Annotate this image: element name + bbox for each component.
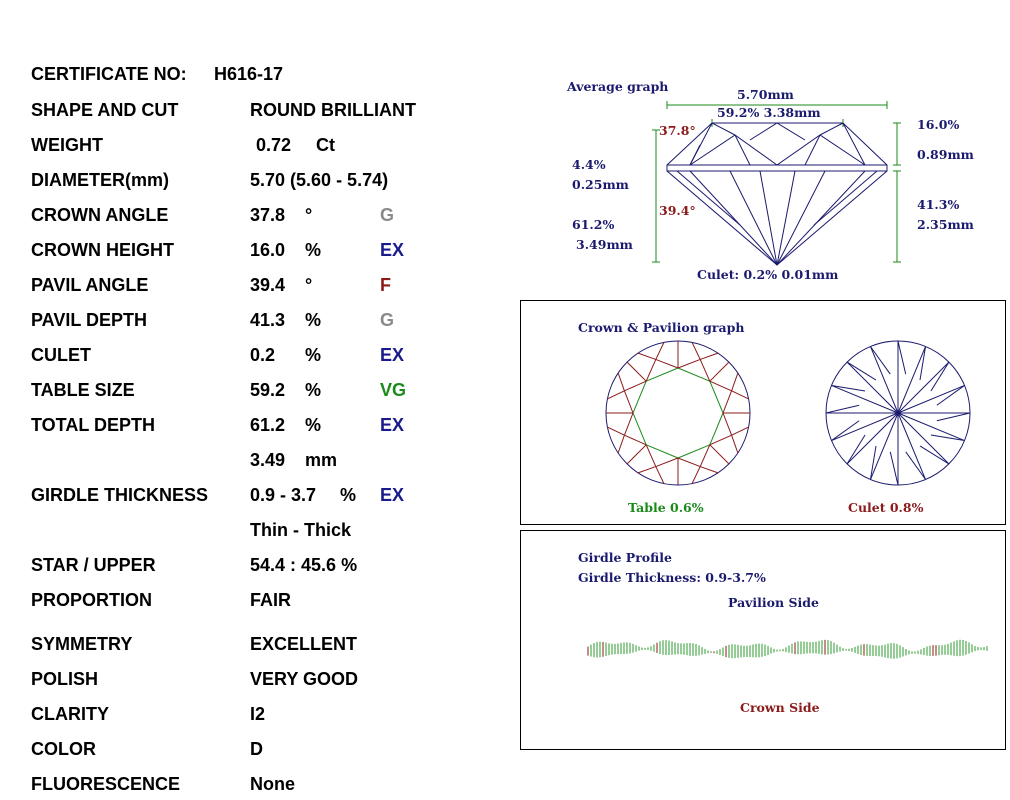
spec-unit: % [305, 240, 322, 260]
total-depth-pct-label: 61.2% [572, 217, 615, 232]
crown-pavilion-panel [520, 300, 1006, 525]
diamond-profile [667, 123, 887, 265]
spec-label: TABLE SIZE [31, 380, 135, 400]
spec-label: SYMMETRY [31, 634, 133, 654]
spec-label: COLOR [31, 739, 96, 759]
spec-label: DIAMETER(mm) [31, 170, 169, 190]
spec-value: None [250, 774, 295, 794]
spec-unit: ° [305, 275, 313, 295]
spec-unit: % [305, 310, 322, 330]
spec-label: WEIGHT [31, 135, 103, 155]
spec-value: 0.72 [256, 135, 292, 155]
spec-value: 3.49 [250, 450, 286, 470]
spec-label: GIRDLE THICKNESS [31, 485, 209, 505]
spec-value: 54.4 : 45.6 % [250, 555, 358, 575]
spec-grade: EX [380, 485, 405, 505]
table-percent-label: Table 0.6% [628, 500, 704, 515]
spec-value: 37.8 [250, 205, 286, 225]
crown-pavilion-title: Crown & Pavilion graph [578, 320, 745, 335]
spec-grade: G [380, 205, 395, 225]
spec-grade: F [380, 275, 391, 295]
pavilion-view [826, 341, 970, 485]
spec-value: VERY GOOD [250, 669, 359, 689]
crown-view [606, 341, 750, 485]
spec-label: POLISH [31, 669, 99, 689]
spec-label: CROWN HEIGHT [31, 240, 174, 260]
spec-label: TOTAL DEPTH [31, 415, 156, 435]
diameter-label: 5.70mm [737, 87, 794, 102]
pavilion-depth-mm-label: 2.35mm [917, 217, 974, 232]
spec-value: 59.2 [250, 380, 286, 400]
spec-unit: % [340, 485, 357, 505]
pavilion-angle-label: 39.4° [659, 203, 696, 218]
spec-value: 0.9 - 3.7 [250, 485, 317, 505]
spec-unit: mm [305, 450, 338, 470]
crown-angle-label: 37.8° [659, 123, 696, 138]
girdle-wave [588, 640, 987, 659]
spec-grade: VG [380, 380, 407, 400]
girdle-profile-panel [520, 530, 1006, 750]
spec-value: I2 [250, 704, 266, 724]
crown-height-pct-label: 16.0% [917, 117, 960, 132]
spec-grade: EX [380, 415, 405, 435]
average-graph [550, 75, 1010, 290]
spec-value: D [250, 739, 263, 759]
spec-label: STAR / UPPER [31, 555, 156, 575]
spec-label: PROPORTION [31, 590, 153, 610]
spec-value: 16.0 [250, 240, 286, 260]
spec-label: CROWN ANGLE [31, 205, 169, 225]
table-size-label: 59.2% 3.38mm [717, 105, 821, 120]
spec-value: 61.2 [250, 415, 286, 435]
spec-grade: EX [380, 345, 405, 365]
certificate-label: CERTIFICATE NO: [31, 64, 187, 84]
pavilion-depth-pct-label: 41.3% [917, 197, 960, 212]
total-depth-mm-label: 3.49mm [576, 237, 633, 252]
spec-unit: Ct [316, 135, 335, 155]
girdle-mm-label: 0.25mm [572, 177, 629, 192]
spec-unit: % [305, 415, 322, 435]
spec-label: PAVIL ANGLE [31, 275, 149, 295]
spec-label: SHAPE AND CUT [31, 100, 179, 120]
spec-value: FAIR [250, 590, 292, 610]
spec-label: CULET [31, 345, 91, 365]
spec-grade: G [380, 310, 395, 330]
crown-side-label: Crown Side [740, 700, 820, 715]
crown-height-mm-label: 0.89mm [917, 147, 974, 162]
girdle-profile-title: Girdle Profile [578, 550, 672, 565]
spec-value: 0.2 [250, 345, 276, 365]
spec-value: 41.3 [250, 310, 286, 330]
girdle-thickness-label: Girdle Thickness: 0.9-3.7% [578, 570, 766, 585]
spec-grade: EX [380, 240, 405, 260]
spec-value: Thin - Thick [250, 520, 351, 540]
pavilion-side-label: Pavilion Side [728, 595, 819, 610]
spec-value: 5.70 (5.60 - 5.74) [250, 170, 389, 190]
spec-value: 39.4 [250, 275, 286, 295]
certificate-number: H616-17 [214, 64, 284, 84]
spec-value: ROUND BRILLIANT [250, 100, 416, 120]
spec-unit: % [305, 345, 322, 365]
spec-unit: ° [305, 205, 313, 225]
spec-unit: % [305, 380, 322, 400]
average-graph-title: Average graph [567, 79, 669, 94]
girdle-pct-label: 4.4% [572, 157, 606, 172]
spec-value: EXCELLENT [250, 634, 358, 654]
spec-label: CLARITY [31, 704, 109, 724]
culet-percent-label: Culet 0.8% [848, 500, 924, 515]
spec-label: PAVIL DEPTH [31, 310, 148, 330]
spec-label: FLUORESCENCE [31, 774, 181, 794]
culet-label: Culet: 0.2% 0.01mm [697, 267, 839, 282]
